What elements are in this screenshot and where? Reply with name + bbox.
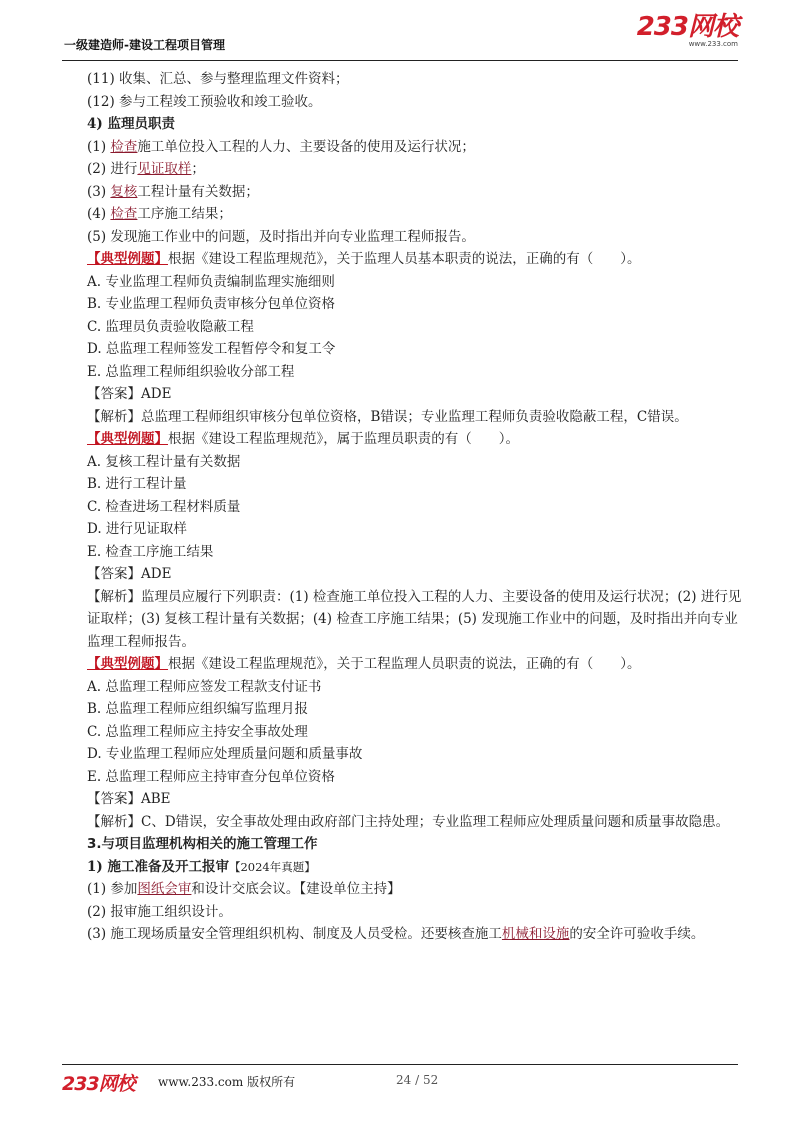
q3-option-e: E. 总监理工程师应主持审查分包单位资格 <box>87 768 335 785</box>
q3-option-b: B. 总监理工程师应组织编写监理月报 <box>87 701 309 717</box>
q2-option-c: C. 检查进场工程材料质量 <box>87 498 241 515</box>
example-question-1: 【典型例题】根据《建设工程监理规范》，关于监理人员基本职责的说法，正确的有（ ）。 <box>87 251 641 267</box>
q2-option-e: E. 检查工序施工结果 <box>87 543 214 560</box>
q2-answer: 【答案】ADE <box>87 566 172 582</box>
q2-option-d: D. 进行见证取样 <box>87 521 187 537</box>
q1-option-e: E. 总监理工程师组织验收分部工程 <box>87 363 295 380</box>
section-title-3: 3.与项目监理机构相关的施工管理工作 <box>87 836 318 852</box>
exam-year-tag: 【2024年真题】 <box>228 859 316 874</box>
page-number: 24 / 52 <box>396 1073 439 1087</box>
keyword-highlight: 见证取样 <box>137 161 192 177</box>
q2-option-b: B. 进行工程计量 <box>87 476 187 492</box>
q3-option-a: A. 总监理工程师应签发工程款支付证书 <box>87 678 322 695</box>
q1-option-d: D. 总监理工程师签发工程暂停令和复工令 <box>87 341 336 357</box>
page-header <box>62 14 738 58</box>
example-question-3: 【典型例题】根据《建设工程监理规范》，关于工程监理人员职责的说法，正确的有（ ）。 <box>87 656 641 672</box>
prep-item-3: (3) 施工现场质量安全管理组织机构、制度及人员受检。还要核查施工机械和设施的安全许可验收手续。 <box>87 926 705 942</box>
keyword-highlight: 复核 <box>110 183 138 200</box>
q3-analysis: 【解析】C、D错误，安全事故处理由政府部门主持处理；专业监理工程师应处理质量问题和质量事故隐患。 <box>87 813 730 830</box>
q2-option-a: A. 复核工程计量有关数据 <box>87 453 241 470</box>
supervisor-duty-2: (2) 进行见证取样； <box>87 161 205 177</box>
q3-option-c: C. 总监理工程师应主持安全事故处理 <box>87 723 308 740</box>
keyword-highlight: 检查 <box>110 138 138 155</box>
q3-option-d: D. 专业监理工程师应处理质量问题和质量事故 <box>87 746 363 762</box>
document-body <box>87 68 742 946</box>
prep-item-1: (1) 参加图纸会审和设计交底会议。【建设单位主持】 <box>87 881 401 897</box>
section-heading-supervisor: 4) 监理员职责 <box>87 116 175 132</box>
example-tag: 【典型例题】 <box>87 431 168 447</box>
duty-item-12: (12) 参与工程竣工预验收和竣工验收。 <box>87 93 322 110</box>
footer-divider <box>62 1064 738 1065</box>
keyword-highlight: 检查 <box>110 206 138 222</box>
q1-option-a: A. 专业监理工程师负责编制监理实施细则 <box>87 273 335 290</box>
duty-item-11: (11) 收集、汇总、参与整理监理文件资料； <box>87 71 349 87</box>
course-title: 一级建造师-建设工程项目管理 <box>64 38 225 52</box>
q1-option-c: C. 监理员负责验收隐蔽工程 <box>87 318 254 335</box>
keyword-highlight: 图纸会审 <box>137 881 192 897</box>
example-tag: 【典型例题】 <box>87 656 168 672</box>
footer-logo: 233网校 <box>62 1073 135 1095</box>
header-divider <box>62 60 738 61</box>
supervisor-duty-1: (1) 检查施工单位投入工程的人力、主要设备的使用及运行状况； <box>87 138 475 155</box>
logo-text: 233网校 <box>636 12 738 42</box>
prep-item-2: (2) 报审施工组织设计。 <box>87 903 232 920</box>
subsection-heading-1: 1) 施工准备及开工报审【2024年真题】 <box>87 858 316 875</box>
supervisor-duty-4: (4) 检查工序施工结果； <box>87 206 232 222</box>
keyword-highlight: 机械和设施 <box>501 926 570 942</box>
logo-site: www.233.com <box>688 40 738 48</box>
q1-option-b: B. 专业监理工程师负责审核分包单位资格 <box>87 296 336 312</box>
q1-answer: 【答案】ADE <box>87 386 172 402</box>
page-footer <box>62 1069 738 1093</box>
example-tag: 【典型例题】 <box>87 251 168 267</box>
q2-analysis: 【解析】监理员应履行下列职责：(1) 检查施工单位投入工程的人力、主要设备的使用及运行状况；(2) 进行见证取样；(3) 复核工程计量有关数据；(4) 检查工序施工结果；(5) 发现施工作业中的问题，及时指出并向专业监理工程师报告。 <box>87 588 742 650</box>
supervisor-duty-5: (5) 发现施工作业中的问题，及时指出并向专业监理工程师报告。 <box>87 228 475 245</box>
supervisor-duty-3: (3) 复核工程计量有关数据； <box>87 183 259 200</box>
example-question-2: 【典型例题】根据《建设工程监理规范》，属于监理员职责的有（ ）。 <box>87 431 519 447</box>
q3-answer: 【答案】ABE <box>87 791 171 807</box>
q1-analysis: 【解析】总监理工程师组织审核分包单位资格，B错误；专业监理工程师负责验收隐蔽工程，C错误。 <box>87 408 688 425</box>
copyright-text: www.233.com 版权所有 <box>158 1075 296 1089</box>
brand-logo <box>637 14 738 48</box>
